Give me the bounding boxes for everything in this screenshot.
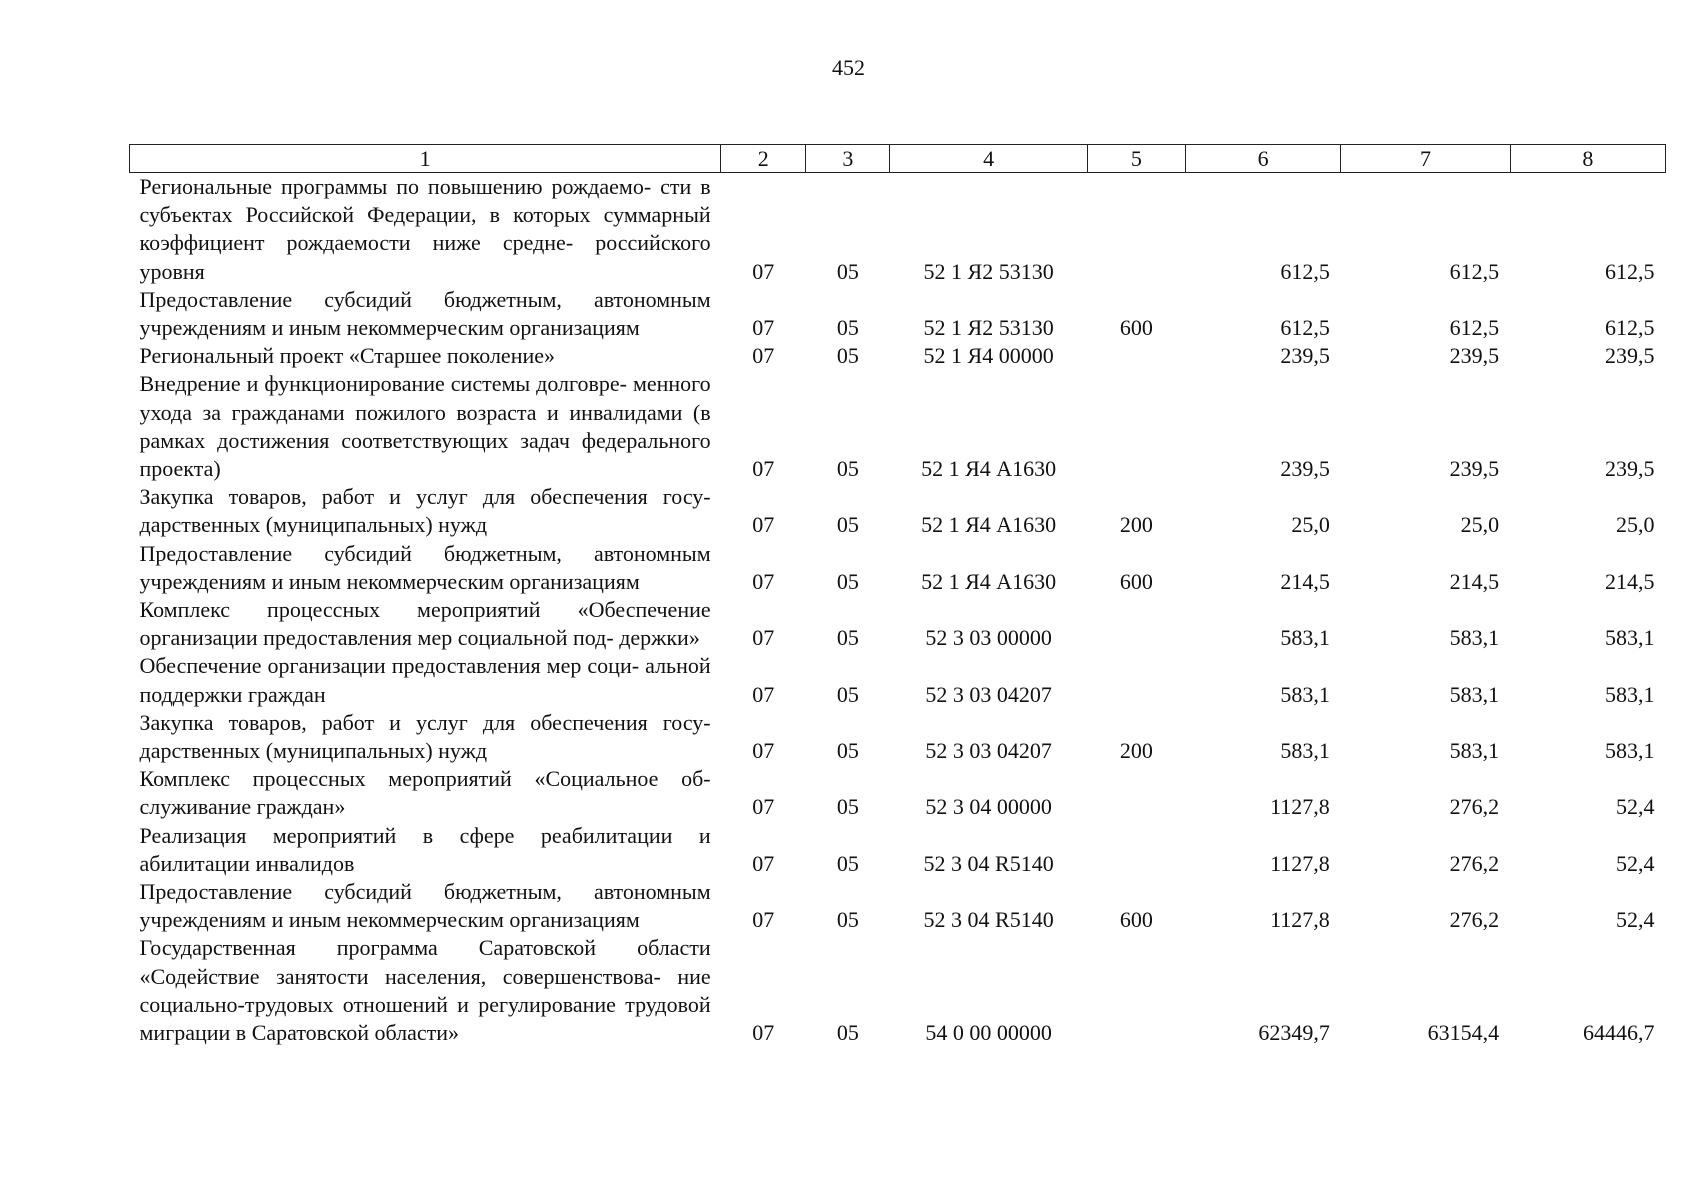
column-header-4: 4 <box>890 145 1087 173</box>
amount-col-8: 612,5 <box>1605 258 1655 284</box>
amount-col-6: 612,5 <box>1280 258 1330 284</box>
expense-type-code <box>1087 342 1185 370</box>
target-article-code: 54 0 00 00000 <box>925 1020 1052 1046</box>
target-article-code: 52 1 Я4 А1630 <box>921 568 1057 594</box>
amount-col-6: 583,1 <box>1280 625 1330 651</box>
amount-col-7: 63154,4 <box>1427 1020 1500 1046</box>
row-name-line: ние социально-трудовых отношений и регулирование <box>139 963 711 1017</box>
subsection-code: 05 <box>836 1020 859 1046</box>
subsection-code: 05 <box>836 625 859 651</box>
expense-type-code <box>1087 173 1185 286</box>
row-name-line: учреждениям и иным некоммерческим организациям <box>139 907 640 933</box>
target-article-code: 52 1 Я4 А1630 <box>921 456 1057 482</box>
row-name-line: российского уровня <box>139 230 711 284</box>
target-article-code: 52 1 Я2 53130 <box>923 315 1054 341</box>
amount-col-6: 214,5 <box>1280 568 1330 594</box>
amount-col-8: 583,1 <box>1605 738 1655 764</box>
header-row <box>130 145 1666 173</box>
row-name-line: Предоставление субсидий бюджетным, автономным <box>139 879 711 905</box>
row-name-line: Предоставление субсидий бюджетным, автономным <box>139 286 711 312</box>
section-code: 07 <box>752 456 775 482</box>
row-name-line: Обеспечение организации предоставления мер соци- <box>139 653 640 679</box>
row-name <box>130 878 721 934</box>
amount-col-6: 62349,7 <box>1258 1020 1330 1046</box>
amount-col-7: 276,2 <box>1449 907 1500 933</box>
amount-col-7: 25,0 <box>1460 512 1500 538</box>
section-code: 07 <box>752 625 775 651</box>
amount-col-8: 52,4 <box>1616 850 1655 876</box>
table-row <box>130 370 1666 483</box>
amount-col-6: 1127,8 <box>1270 907 1330 933</box>
row-name-line: Закупка товаров, работ и услуг для обеспечения госу- <box>139 709 711 735</box>
row-name-line: инвалидами (в рамках достижения соответствующих <box>139 399 711 453</box>
amount-col-7: 612,5 <box>1449 258 1500 284</box>
amount-col-7: 276,2 <box>1449 794 1500 820</box>
subsection-code: 05 <box>836 850 859 876</box>
budget-table <box>129 144 1666 1047</box>
target-article-code: 52 1 Я4 А1630 <box>921 512 1057 538</box>
row-name-line: учреждениям и иным некоммерческим организациям <box>139 568 640 594</box>
section-code: 07 <box>752 738 775 764</box>
amount-col-8: 239,5 <box>1605 343 1655 369</box>
row-name-line: учреждениям и иным некоммерческим организациям <box>139 315 640 341</box>
section-code: 07 <box>752 512 775 538</box>
amount-col-6: 583,1 <box>1280 681 1330 707</box>
section-code: 07 <box>752 794 775 820</box>
target-article-code: 52 1 Я4 00000 <box>923 343 1054 369</box>
row-name-line: альной поддержки граждан <box>139 653 711 707</box>
row-name-line: Закупка товаров, работ и услуг для обеспечения госу- <box>139 484 711 510</box>
amount-col-8: 52,4 <box>1616 907 1655 933</box>
column-header-6: 6 <box>1186 145 1341 173</box>
subsection-code: 05 <box>836 738 859 764</box>
expense-type-code <box>1087 370 1185 483</box>
amount-col-7: 214,5 <box>1449 568 1500 594</box>
table-row <box>130 483 1666 539</box>
target-article-code: 52 1 Я2 53130 <box>923 258 1054 284</box>
amount-col-6: 1127,8 <box>1270 850 1330 876</box>
amount-col-8: 214,5 <box>1605 568 1655 594</box>
target-article-code: 52 3 03 00000 <box>925 625 1052 651</box>
amount-col-6: 583,1 <box>1280 738 1330 764</box>
expense-type-code <box>1087 934 1185 1047</box>
table-row <box>130 709 1666 765</box>
expense-type-code <box>1087 765 1185 821</box>
row-name <box>130 540 721 596</box>
section-code: 07 <box>752 907 775 933</box>
table-row <box>130 173 1666 286</box>
subsection-code: 05 <box>836 258 859 284</box>
amount-col-6: 25,0 <box>1291 512 1330 538</box>
table-header <box>130 145 1666 173</box>
table-row <box>130 652 1666 708</box>
row-name-line: трудовой миграции в Саратовской области» <box>139 991 711 1046</box>
row-name-line: Региональный проект «Старшее поколение» <box>139 343 556 369</box>
expense-type-code: 600 <box>1119 568 1153 594</box>
amount-col-7: 239,5 <box>1449 456 1500 482</box>
amount-col-6: 239,5 <box>1280 343 1330 369</box>
subsection-code: 05 <box>836 315 859 341</box>
amount-col-7: 583,1 <box>1449 625 1500 651</box>
amount-col-8: 64446,7 <box>1583 1020 1655 1046</box>
target-article-code: 52 3 03 04207 <box>925 681 1052 707</box>
amount-col-8: 52,4 <box>1616 794 1655 820</box>
row-name-line: Комплекс процессных мероприятий «Социальное об- <box>139 766 711 792</box>
expense-type-code: 200 <box>1119 512 1153 538</box>
subsection-code: 05 <box>836 681 859 707</box>
subsection-code: 05 <box>836 343 859 369</box>
row-name <box>130 483 721 539</box>
row-name <box>130 173 721 286</box>
row-name <box>130 765 721 821</box>
row-name-line: Государственная программа Саратовской области <box>139 935 711 961</box>
table-row <box>130 934 1666 1047</box>
amount-col-7: 583,1 <box>1449 738 1500 764</box>
row-name-line: менного ухода за гражданами пожилого возраста и <box>139 371 711 425</box>
subsection-code: 05 <box>836 512 859 538</box>
row-name-line: организации предоставления мер социальной под- <box>139 625 614 651</box>
target-article-code: 52 3 04 R5140 <box>923 907 1054 933</box>
amount-col-8: 583,1 <box>1605 625 1655 651</box>
amount-col-8: 25,0 <box>1616 512 1655 538</box>
table-body <box>130 173 1666 1048</box>
table-row <box>130 878 1666 934</box>
column-header-5: 5 <box>1087 145 1185 173</box>
section-code: 07 <box>752 343 775 369</box>
expense-type-code: 600 <box>1119 315 1153 341</box>
column-header-1: 1 <box>130 145 721 173</box>
row-name-line: суммарный коэффициент рождаемости ниже средне- <box>139 202 711 256</box>
amount-col-6: 612,5 <box>1280 315 1330 341</box>
section-code: 07 <box>752 681 775 707</box>
row-name <box>130 709 721 765</box>
section-code: 07 <box>752 1020 775 1046</box>
row-name <box>130 370 721 483</box>
row-name-line: Региональные программы по повышению рождаемо- <box>139 174 652 199</box>
amount-col-7: 239,5 <box>1449 343 1500 369</box>
row-name-line: сти в субъектах Российской Федерации, в которых <box>139 174 711 228</box>
amount-col-6: 239,5 <box>1280 456 1330 482</box>
row-name <box>130 286 721 342</box>
expense-type-code: 600 <box>1119 907 1153 933</box>
row-name-line: держки» <box>619 625 700 651</box>
row-name-line: абилитации инвалидов <box>139 850 355 876</box>
target-article-code: 52 3 04 00000 <box>925 794 1052 820</box>
section-code: 07 <box>752 315 775 341</box>
row-name-line: Внедрение и функционирование системы долговре- <box>139 371 627 397</box>
amount-col-6: 1127,8 <box>1270 794 1330 820</box>
section-code: 07 <box>752 568 775 594</box>
table-row <box>130 342 1666 370</box>
expense-type-code: 200 <box>1119 738 1153 764</box>
row-name <box>130 822 721 878</box>
subsection-code: 05 <box>836 907 859 933</box>
section-code: 07 <box>752 258 775 284</box>
subsection-code: 05 <box>836 568 859 594</box>
expense-type-code <box>1087 596 1185 652</box>
table-row <box>130 765 1666 821</box>
table-row <box>130 540 1666 596</box>
column-header-3: 3 <box>806 145 890 173</box>
amount-col-7: 612,5 <box>1449 315 1500 341</box>
column-header-2: 2 <box>721 145 806 173</box>
row-name-line: Реализация мероприятий в сфере реабилитации и <box>139 822 711 848</box>
row-name-line: Комплекс процессных мероприятий «Обеспечение <box>139 597 711 623</box>
row-name <box>130 596 721 652</box>
row-name-line: задач федерального проекта) <box>139 427 711 482</box>
row-name-line: дарственных (муниципальных) нужд <box>139 738 488 764</box>
row-name <box>130 342 721 370</box>
table-row <box>130 596 1666 652</box>
row-name-line: дарственных (муниципальных) нужд <box>139 512 488 538</box>
column-header-7: 7 <box>1341 145 1510 173</box>
amount-col-8: 612,5 <box>1605 315 1655 341</box>
row-name-line: Предоставление субсидий бюджетным, автономным <box>139 540 711 566</box>
page-number: 452 <box>832 55 865 80</box>
row-name <box>130 934 721 1047</box>
amount-col-8: 583,1 <box>1605 681 1655 707</box>
table-row <box>130 286 1666 342</box>
subsection-code: 05 <box>836 456 859 482</box>
row-name-line: служивание граждан» <box>139 794 346 820</box>
column-header-8: 8 <box>1510 145 1665 173</box>
expense-type-code <box>1087 652 1185 708</box>
amount-col-7: 276,2 <box>1449 850 1500 876</box>
subsection-code: 05 <box>836 794 859 820</box>
table-row <box>130 822 1666 878</box>
expense-type-code <box>1087 822 1185 878</box>
target-article-code: 52 3 03 04207 <box>925 738 1052 764</box>
target-article-code: 52 3 04 R5140 <box>923 850 1054 876</box>
section-code: 07 <box>752 850 775 876</box>
amount-col-7: 583,1 <box>1449 681 1500 707</box>
amount-col-8: 239,5 <box>1605 456 1655 482</box>
row-name-line: «Содействие занятости населения, совершенствова- <box>139 963 661 989</box>
row-name <box>130 652 721 708</box>
